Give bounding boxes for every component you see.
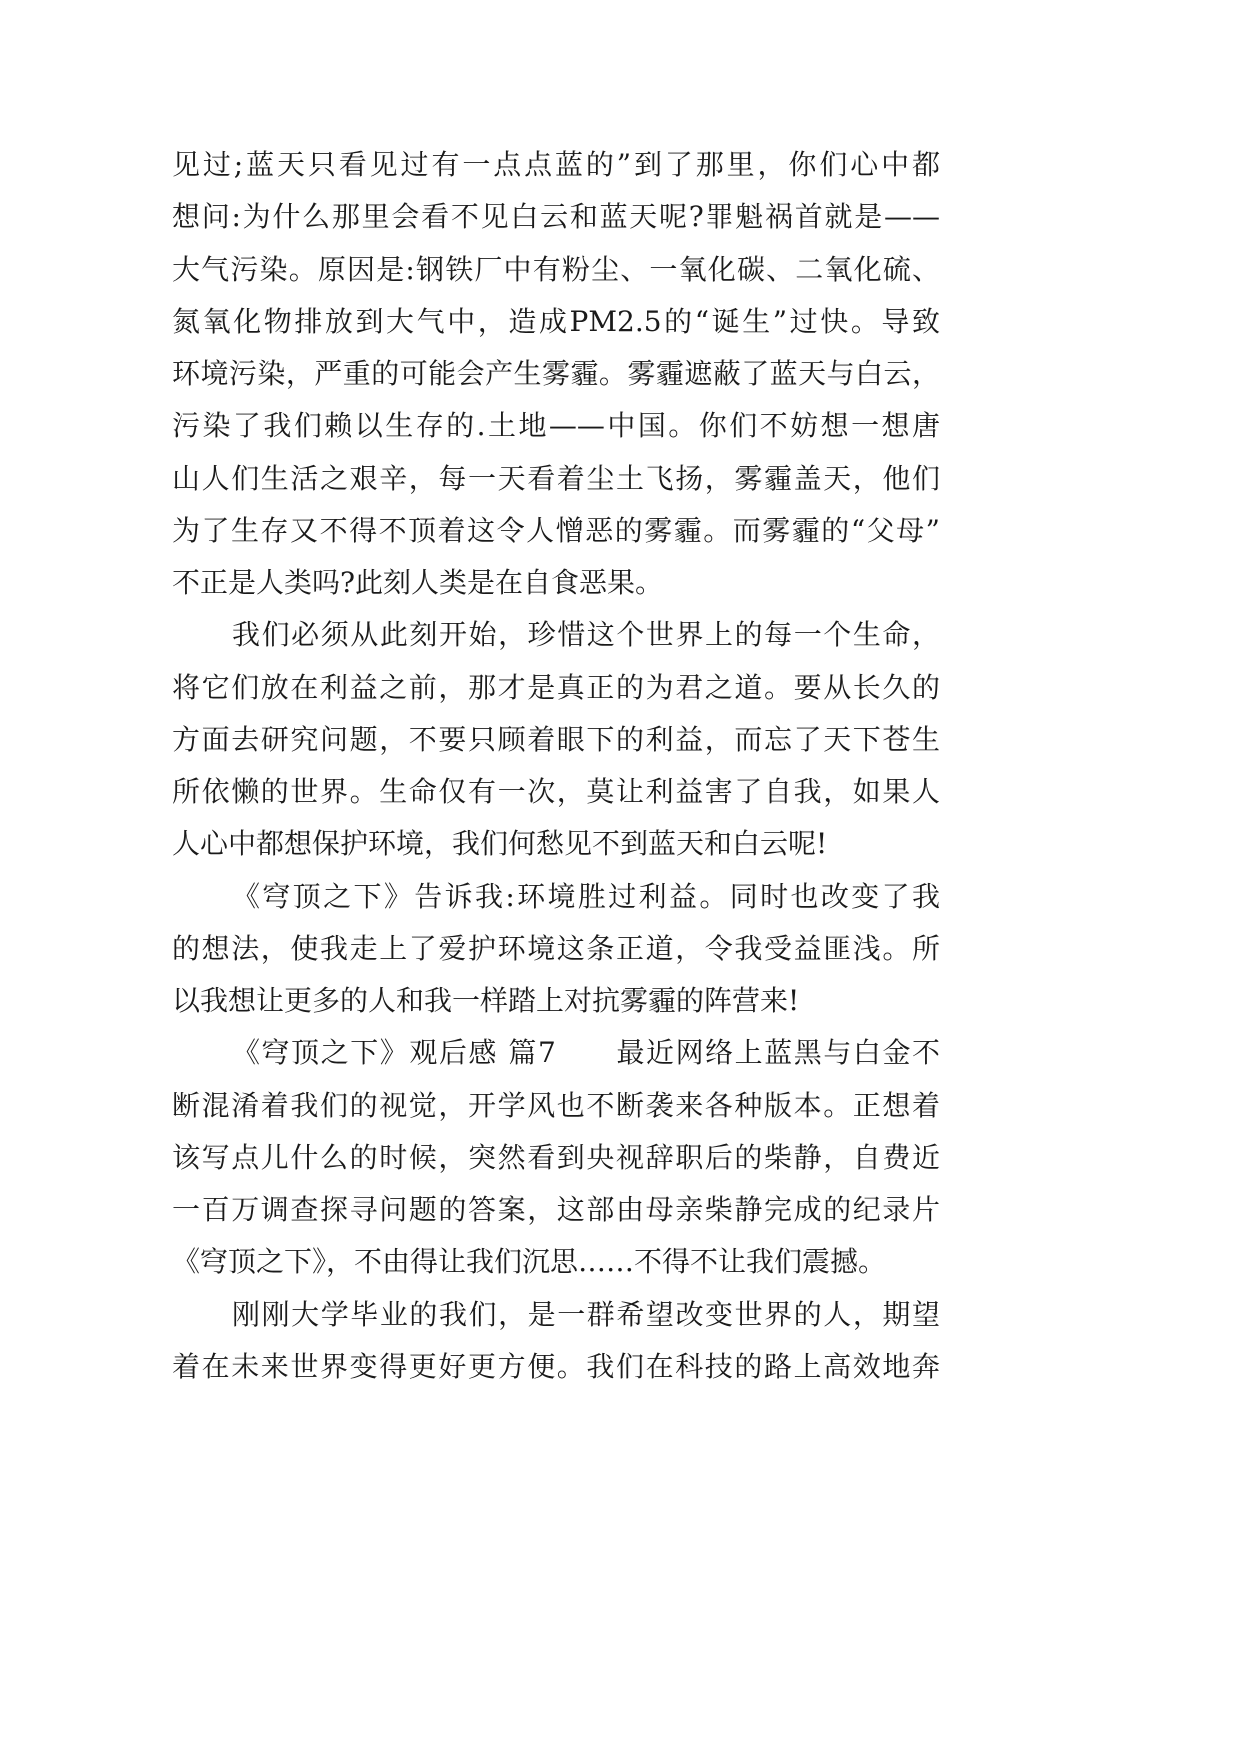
text-line: 以我想让更多的人和我一样踏上对抗雾霾的阵营来!	[172, 984, 800, 1017]
text-line: 污染了我们赖以生存的.土地——中国。你们不妨想一想唐	[172, 409, 940, 443]
document-body	[172, 139, 940, 1393]
text-line: 的想法，使我走上了爱护环境这条正道，令我受益匪浅。所	[172, 931, 940, 965]
text-line: 断混淆着我们的视觉，开学风也不断袭来各种版本。正想着	[172, 1088, 940, 1122]
text-line: 不正是人类吗?此刻人类是在自食恶果。	[172, 566, 664, 599]
text-line: 氮氧化物排放到大气中，造成PM2.5的“诞生”过快。导致	[172, 304, 940, 338]
text-line: 人心中都想保护环境，我们何愁见不到蓝天和白云呢!	[172, 827, 828, 861]
paragraph	[172, 139, 940, 609]
text-line: 见过;蓝天只看见过有一点点蓝的”到了那里，你们心中都	[172, 148, 940, 181]
paragraph	[172, 1289, 940, 1394]
text-line: 山人们生活之艰辛，每一天看着尘土飞扬，雾霾盖天，他们	[172, 461, 940, 495]
text-line: 想问:为什么那里会看不见白云和蓝天呢?罪魁祸首就是——	[172, 200, 940, 234]
paragraph	[172, 609, 940, 870]
text-line: 一百万调查探寻问题的答案，这部由母亲柴静完成的纪录片	[172, 1193, 940, 1226]
paragraph	[172, 1027, 940, 1288]
text-line: 《穹顶之下》，不由得让我们沉思……不得不让我们震撼。	[172, 1245, 887, 1279]
text-line: 该写点儿什么的时候，突然看到央视辞职后的柴静，自费近	[172, 1140, 940, 1174]
text-line: 我们必须从此刻开始，珍惜这个世界上的每一个生命，	[232, 618, 940, 652]
paragraph	[172, 871, 940, 1028]
text-line: 为了生存又不得不顶着这令人憎恶的雾霾。而雾霾的“父母”	[172, 513, 940, 547]
text-line: 大气污染。原因是:钢铁厂中有粉尘、一氧化碳、二氧化硫、	[172, 252, 940, 286]
text-line: 《穹顶之下》告诉我:环境胜过利益。同时也改变了我	[232, 879, 940, 913]
text-line: 所依懒的世界。生命仅有一次，莫让利益害了自我，如果人	[172, 775, 940, 808]
text-line: 将它们放在利益之前，那才是真正的为君之道。要从长久的	[172, 670, 940, 704]
text-line: 方面去研究问题，不要只顾着眼下的利益，而忘了天下苍生	[172, 722, 940, 756]
text-line: 着在未来世界变得更好更方便。我们在科技的路上高效地奔	[172, 1349, 940, 1383]
text-line: 环境污染，严重的可能会产生雾霾。雾霾遮蔽了蓝天与白云，	[172, 357, 940, 390]
section-heading-line: 《穹顶之下》观后感 篇7 最近网络上蓝黑与白金不	[232, 1036, 940, 1070]
text-line: 刚刚大学毕业的我们，是一群希望改变世界的人，期望	[232, 1297, 940, 1331]
